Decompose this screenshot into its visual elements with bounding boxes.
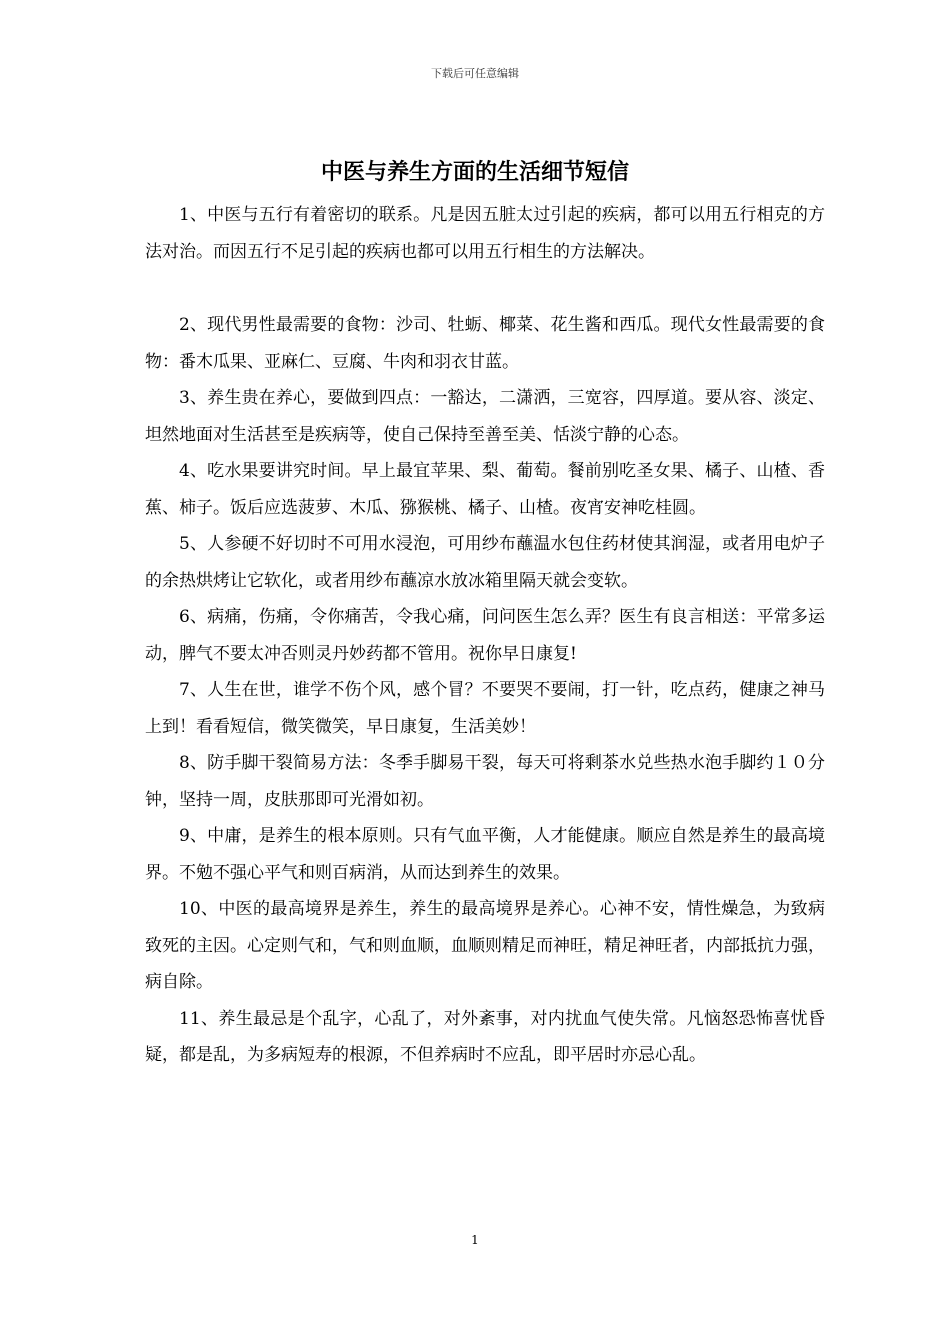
header-note: 下载后可任意编辑 bbox=[431, 67, 519, 80]
paragraph-7: 7、人生在世，谁学不伤个风，感个冒？不要哭不要闹，打一针，吃点药，健康之神马上到！看看短信，微笑微笑，早日康复，生活美妙！ bbox=[145, 680, 825, 737]
paragraph-10: 10、中医的最高境界是养生，养生的最高境界是养心。心神不安，情性燥急，为致病致死的主因。心定则气和，气和则血顺，血顺则精足而神旺，精足神旺者，内部抵抗力强，病自除。 bbox=[145, 899, 825, 992]
paragraph-5: 5、人参硬不好切时不可用水浸泡，可用纱布蘸温水包住药材使其润湿，或者用电炉子的余热烘烤让它软化，或者用纱布蘸凉水放冰箱里隔天就会变软。 bbox=[145, 534, 825, 591]
paragraph-1: 1、中医与五行有着密切的联系。凡是因五脏太过引起的疾病，都可以用五行相克的方法对治。而因五行不足引起的疾病也都可以用五行相生的方法解决。 bbox=[145, 205, 825, 262]
document-title: 中医与养生方面的生活细节短信 bbox=[320, 159, 629, 185]
paragraph-11: 11、养生最忌是个乱字，心乱了，对外紊事，对内扰血气使失常。凡恼怒恐怖喜忧昏疑，都是乱，为多病短寿的根源，不但养病时不应乱，即平居时亦忌心乱。 bbox=[145, 1008, 825, 1065]
paragraph-9: 9、中庸，是养生的根本原则。只有气血平衡，人才能健康。顺应自然是养生的最高境界。不勉不强心平气和则百病消，从而达到养生的效果。 bbox=[145, 826, 825, 883]
document-body bbox=[145, 197, 825, 1074]
paragraph-3: 3、养生贵在养心，要做到四点：一豁达，二潇洒，三宽容，四厚道。要从容、淡定、坦然地面对生活甚至是疾病等，使自己保持至善至美、恬淡宁静的心态。 bbox=[145, 388, 825, 445]
paragraph-4: 4、吃水果要讲究时间。早上最宜苹果、梨、葡萄。餐前别吃圣女果、橘子、山楂、香蕉、柿子。饭后应选菠萝、木瓜、猕猴桃、橘子、山楂。夜宵安神吃桂圆。 bbox=[145, 461, 825, 518]
page-number: 1 bbox=[471, 1233, 479, 1247]
paragraph-6: 6、病痛，伤痛，令你痛苦，令我心痛，问问医生怎么弄？医生有良言相送：平常多运动，脾气不要太冲否则灵丹妙药都不管用。祝你早日康复! bbox=[145, 607, 825, 664]
paragraph-2: 2、现代男性最需要的食物：沙司、牡蛎、椰菜、花生酱和西瓜。现代女性最需要的食物：番木瓜果、亚麻仁、豆腐、牛肉和羽衣甘蓝。 bbox=[145, 315, 825, 372]
paragraph-8: 8、防手脚干裂简易方法：冬季手脚易干裂，每天可将剩茶水兑些热水泡手脚约１０分钟，坚持一周，皮肤那即可光滑如初。 bbox=[145, 753, 825, 810]
